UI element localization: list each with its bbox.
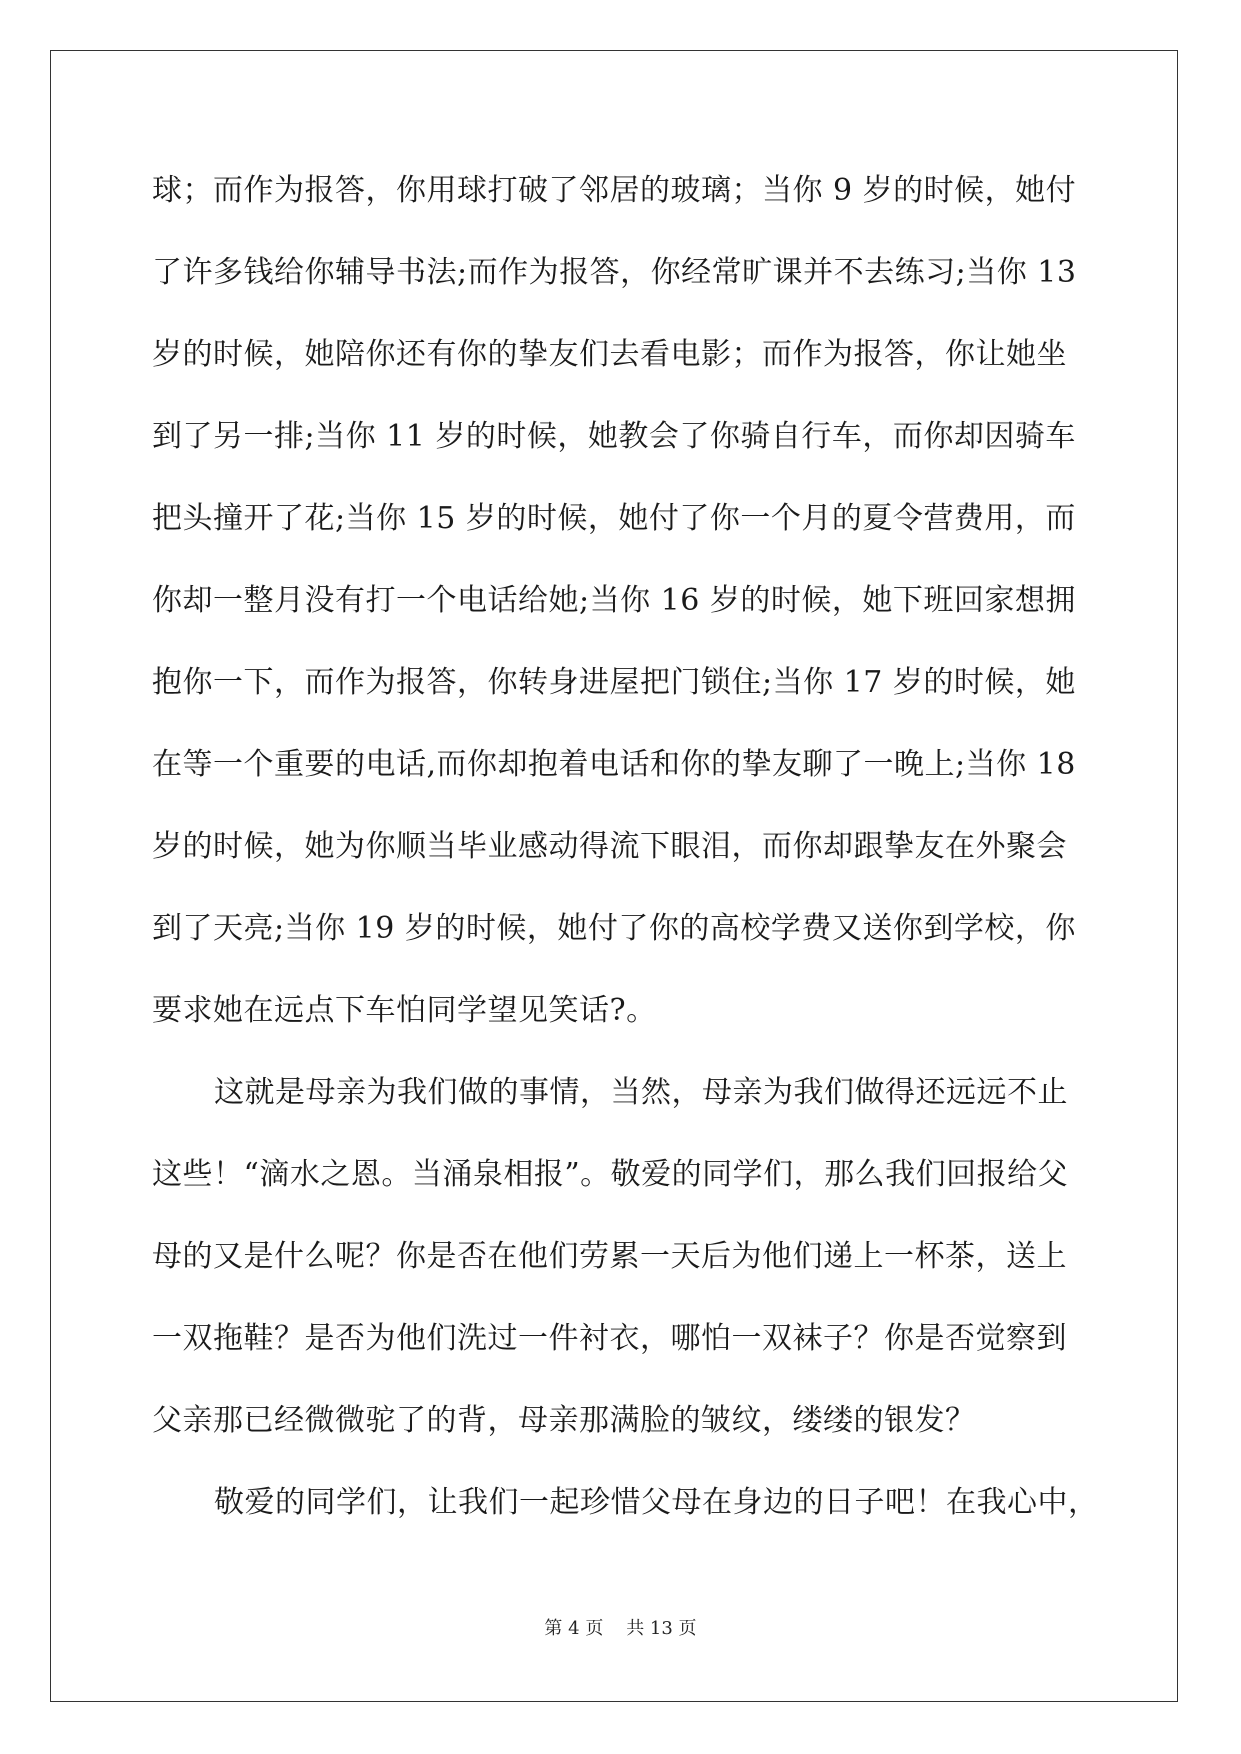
paragraph-start-line: 敬爱的同学们，让我们一起珍惜父母在身边的日子吧！在我心中， <box>214 1485 1099 1520</box>
text-line: 到了另一排;当你 11 岁的时候，她教会了你骑自行车，而你却因骑车 <box>152 419 1076 454</box>
text-line: 把头撞开了花;当你 15 岁的时候，她付了你一个月的夏令营费用，而 <box>152 501 1076 536</box>
text-line: 父亲那已经微微驼了的背，母亲那满脸的皱纹，缕缕的银发？ <box>152 1403 976 1438</box>
text-line: 了许多钱给你辅导书法;而作为报答，你经常旷课并不去练习;当你 13 <box>152 255 1077 290</box>
text-line: 抱你一下，而作为报答，你转身进屋把门锁住;当你 17 岁的时候，她 <box>152 665 1076 700</box>
text-line: 母的又是什么呢？你是否在他们劳累一天后为他们递上一杯茶，送上 <box>152 1239 1067 1274</box>
text-line: 要求她在远点下车怕同学望见笑话?。 <box>152 993 657 1028</box>
text-line: 一双拖鞋？是否为他们洗过一件衬衣，哪怕一双袜子？你是否觉察到 <box>152 1321 1067 1356</box>
page-number-footer: 第 4 页 共 13 页 <box>544 1618 697 1639</box>
text-line: 这些！“滴水之恩。当涌泉相报”。敬爱的同学们，那么我们回报给父 <box>152 1157 1069 1192</box>
text-line: 球；而作为报答，你用球打破了邻居的玻璃；当你 9 岁的时候，她付 <box>152 173 1077 208</box>
text-line: 岁的时候，她为你顺当毕业感动得流下眼泪，而你却跟挚友在外聚会 <box>152 829 1067 864</box>
text-line: 你却一整月没有打一个电话给她;当你 16 岁的时候，她下班回家想拥 <box>152 583 1076 618</box>
text-line: 到了天亮;当你 19 岁的时候，她付了你的高校学费又送你到学校，你 <box>152 911 1076 946</box>
text-line: 在等一个重要的电话,而你却抱着电话和你的挚友聊了一晚上;当你 18 <box>152 747 1076 782</box>
paragraph-start-line: 这就是母亲为我们做的事情，当然，母亲为我们做得还远远不止 <box>214 1075 1068 1110</box>
text-line: 岁的时候，她陪你还有你的挚友们去看电影；而作为报答，你让她坐 <box>152 337 1067 372</box>
document-body <box>152 150 1099 1544</box>
